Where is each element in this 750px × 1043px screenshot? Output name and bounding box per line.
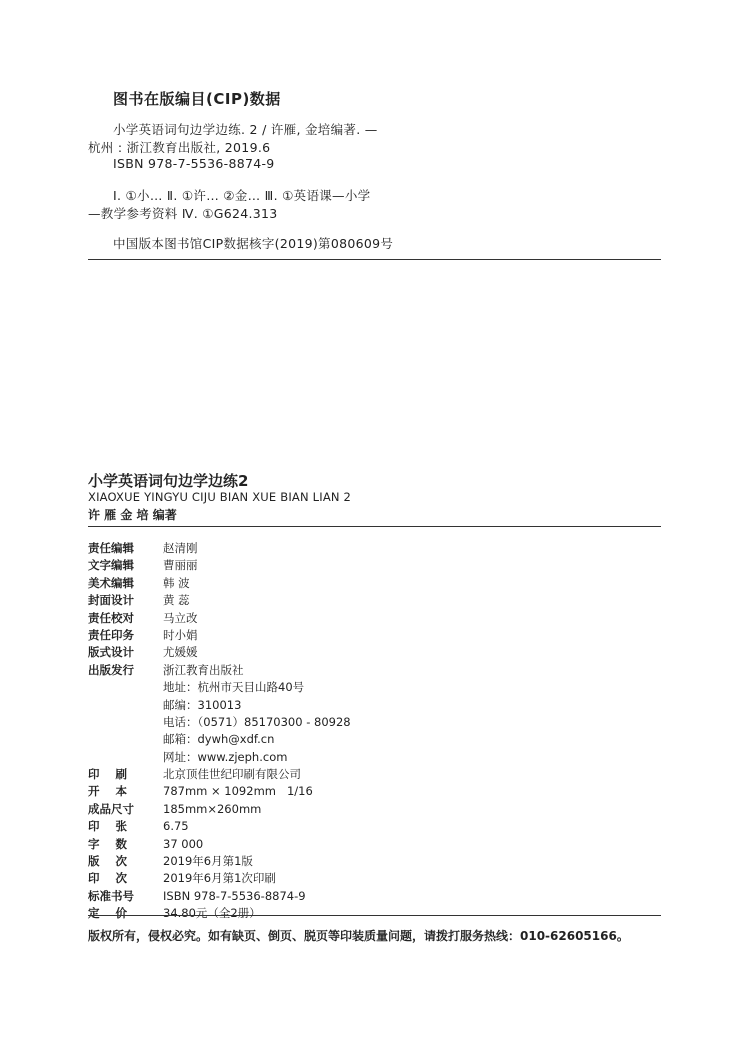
footer-divider bbox=[88, 915, 661, 916]
info-value: 尤媛媛 bbox=[163, 645, 198, 660]
info-value: 2019年6月第1版 bbox=[163, 854, 253, 869]
info-value: 浙江教育出版社 bbox=[163, 662, 244, 677]
info-row bbox=[88, 870, 648, 887]
info-value: 6.75 bbox=[163, 819, 189, 834]
publisher-postcode bbox=[88, 697, 648, 714]
info-label: 封面设计 bbox=[88, 593, 134, 608]
info-label: 责任编辑 bbox=[88, 541, 134, 555]
title-divider bbox=[88, 526, 661, 527]
info-value: 时小娟 bbox=[163, 627, 198, 642]
publisher-email bbox=[88, 731, 648, 748]
info-value: 2019年6月第1次印刷 bbox=[163, 871, 276, 886]
info-value: 电话：（0571）85170300 - 80928 bbox=[163, 714, 351, 729]
info-row bbox=[88, 853, 648, 870]
info-row bbox=[88, 888, 648, 905]
info-value: 邮箱：dywh@xdf.cn bbox=[163, 732, 275, 747]
publisher-website bbox=[88, 749, 648, 766]
info-label: 标准书号 bbox=[88, 888, 134, 903]
info-row bbox=[88, 540, 648, 557]
info-label: 责任校对 bbox=[88, 610, 134, 625]
info-value: 网址：www.zjeph.com bbox=[163, 749, 288, 764]
info-value: 34.80元（全2册） bbox=[163, 906, 261, 921]
publisher-phone bbox=[88, 714, 648, 731]
info-value: 曹丽丽 bbox=[163, 558, 198, 573]
publication-info bbox=[88, 540, 648, 923]
info-label: 版式设计 bbox=[88, 645, 134, 660]
info-row bbox=[88, 766, 648, 783]
cip-line-5: —教学参考资料 Ⅳ. ①G624.313 bbox=[88, 206, 278, 221]
info-row bbox=[88, 610, 648, 627]
info-value: 185mm×260mm bbox=[163, 801, 262, 816]
book-pinyin-title: XIAOXUE YINGYU CIJU BIAN XUE BIAN LIAN 2 bbox=[88, 490, 352, 504]
cip-divider bbox=[88, 259, 661, 260]
info-label: 美术编辑 bbox=[88, 575, 134, 590]
cip-line-6: 中国版本图书馆CIP数据核字(2019)第080609号 bbox=[113, 236, 394, 251]
info-label: 文字编辑 bbox=[88, 558, 134, 573]
info-row bbox=[88, 783, 648, 800]
info-row bbox=[88, 575, 648, 592]
info-label: 印 刷 bbox=[88, 767, 128, 782]
info-label: 成品尺寸 bbox=[88, 801, 134, 816]
info-value: 黄 蕊 bbox=[163, 593, 190, 608]
cip-line-1: 小学英语词句边学边练. 2 / 许雁, 金培编著. — bbox=[113, 122, 378, 137]
info-value: 赵清刚 bbox=[163, 541, 198, 555]
info-label: 印 张 bbox=[88, 819, 128, 834]
info-label: 版 次 bbox=[88, 854, 128, 869]
info-row bbox=[88, 662, 648, 679]
cip-line-4: Ⅰ. ①小… Ⅱ. ①许… ②金… Ⅲ. ①英语课—小学 bbox=[113, 188, 371, 203]
info-value: ISBN 978-7-5536-8874-9 bbox=[163, 888, 306, 903]
copyright-notice: 版权所有，侵权必究。如有缺页、倒页、脱页等印装质量问题，请拨打服务热线：010-62605166。 bbox=[88, 929, 629, 943]
info-row bbox=[88, 818, 648, 835]
info-row bbox=[88, 905, 648, 922]
info-row bbox=[88, 627, 648, 644]
info-value: 37 000 bbox=[163, 836, 204, 851]
cip-title: 图书在版编目(CIP)数据 bbox=[113, 90, 281, 108]
cip-line-3: ISBN 978-7-5536-8874-9 bbox=[113, 156, 275, 171]
cip-line-2: 杭州 : 浙江教育出版社, 2019.6 bbox=[88, 140, 271, 155]
book-authors: 许 雁 金 培 编著 bbox=[88, 508, 177, 522]
info-row bbox=[88, 557, 648, 574]
book-title: 小学英语词句边学边练2 bbox=[88, 472, 249, 490]
info-label: 定 价 bbox=[88, 906, 128, 921]
info-value: 马立改 bbox=[163, 610, 198, 625]
publisher-address bbox=[88, 679, 648, 696]
info-value: 地址：杭州市天目山路40号 bbox=[163, 680, 305, 695]
info-label: 开 本 bbox=[88, 784, 128, 799]
info-label: 字 数 bbox=[88, 836, 128, 851]
info-value: 韩 波 bbox=[163, 575, 190, 590]
info-value: 邮编：310013 bbox=[163, 697, 242, 712]
info-row bbox=[88, 801, 648, 818]
info-value: 787mm × 1092mm 1/16 bbox=[163, 784, 313, 799]
info-label: 责任印务 bbox=[88, 627, 134, 642]
info-value: 北京顶佳世纪印刷有限公司 bbox=[163, 767, 301, 782]
info-row bbox=[88, 644, 648, 661]
info-row bbox=[88, 592, 648, 609]
info-label: 印 次 bbox=[88, 871, 128, 886]
info-label: 出版发行 bbox=[88, 662, 134, 677]
info-row bbox=[88, 836, 648, 853]
